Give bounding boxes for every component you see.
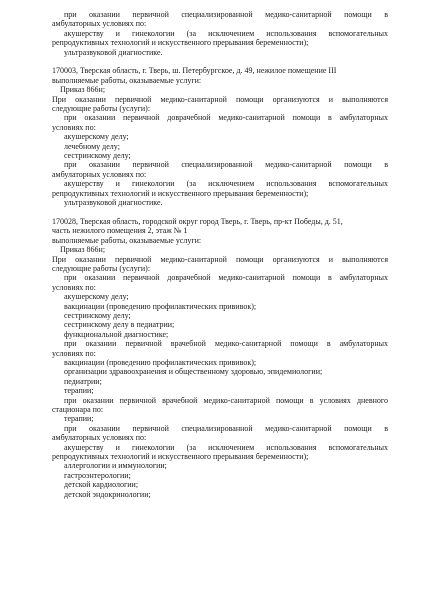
text-line: при оказании первичной врачебной медико-санитарной помощи в амбулаторных	[64, 339, 388, 349]
text-line: выполняемые работы, оказываемые услуги:	[52, 235, 202, 245]
text-line: амбулаторных условиях по:	[52, 19, 147, 29]
list-item: детской эндокринологии;	[64, 489, 151, 499]
text-line: при оказании первичной специализированной медико-санитарной помощи в	[64, 160, 388, 170]
text-line: акушерству и гинекологии (за исключением использования вспомогательных	[64, 442, 388, 452]
list-item: сестринскому делу;	[64, 310, 131, 320]
text-line: Приказ 866н;	[60, 245, 106, 255]
text-line: акушерству и гинекологии (за исключением использования вспомогательных	[64, 179, 388, 189]
spacer	[52, 208, 388, 217]
address-line: 170003, Тверская область, г. Тверь, ш. Петербургское, д. 49, нежилое помещение III	[52, 66, 337, 76]
text-line: при оказании первичной доврачебной медико-санитарной помощи в амбулаторных	[64, 113, 388, 123]
address-line: 170028, Тверская область, городской округ город Тверь, г. Тверь, пр-кт Победы, д. 51,	[52, 216, 343, 226]
spacer	[52, 57, 388, 66]
list-item: акушерскому делу;	[64, 292, 129, 302]
text-line: следующие работы (услуги):	[52, 263, 151, 273]
text-line: условиях по:	[52, 282, 96, 292]
text-line: при оказании первичной врачебной медико-санитарной помощи в условиях дневного	[64, 395, 388, 405]
list-item: сестринскому делу в педиатрии;	[64, 320, 175, 330]
text-line: репродуктивных технологий и искусственного прерывания беременности);	[52, 452, 309, 462]
list-item: терапии;	[64, 386, 94, 396]
text-line: Приказ 866н;	[60, 85, 106, 95]
text-line: условиях по:	[52, 348, 96, 358]
list-item: сестринскому делу;	[64, 151, 131, 161]
address-line: часть нежилого помещения 2, этаж № 1	[52, 226, 188, 236]
list-item: терапии;	[64, 414, 94, 424]
text-line: ультразвуковой диагностике.	[64, 47, 163, 57]
text-line: следующие работы (услуги):	[52, 104, 151, 114]
text-line: репродуктивных технологий и искусственного прерывания беременности);	[52, 188, 309, 198]
list-item: организации здравоохранения и общественному здоровью, эпидемиологии;	[64, 367, 323, 377]
text-line: репродуктивных технологий и искусственного прерывания беременности);	[52, 38, 309, 48]
text-line: выполняемые работы, оказываемые услуги:	[52, 75, 202, 85]
text-line: амбулаторных условиях по:	[52, 169, 147, 179]
list-item: лечебному делу;	[64, 141, 120, 151]
text-line: ультразвуковой диагностике.	[64, 198, 163, 208]
text-line: При оказании первичной медико-санитарной помощи организуются и выполняются	[52, 94, 388, 104]
text-line: при оказании первичной специализированной медико-санитарной помощи в	[64, 10, 388, 19]
list-item: вакцинации (проведению профилактических прививок);	[64, 358, 257, 367]
list-item: гастроэнтерологии;	[64, 470, 131, 480]
list-item: аллергологии и иммунологии;	[64, 461, 167, 471]
list-item: вакцинации (проведению профилактических прививок);	[64, 301, 257, 311]
document-page	[52, 10, 388, 499]
list-item: педиатрии;	[64, 376, 102, 386]
list-item: детской кардиологии;	[64, 480, 139, 490]
text-line: условиях по:	[52, 122, 96, 132]
text-line: при оказании первичной специализированной медико-санитарной помощи в	[64, 423, 388, 433]
list-item: акушерскому делу;	[64, 132, 129, 142]
text-line: акушерству и гинекологии (за исключением использования вспомогательных	[64, 28, 388, 38]
text-line: При оказании первичной медико-санитарной помощи организуются и выполняются	[52, 254, 388, 264]
text-line: стационара по:	[52, 405, 104, 415]
list-item: функциональной диагностике;	[64, 329, 169, 339]
text-line: амбулаторных условиях по:	[52, 433, 147, 443]
text-line: при оказании первичной доврачебной медико-санитарной помощи в амбулаторных	[64, 273, 388, 283]
